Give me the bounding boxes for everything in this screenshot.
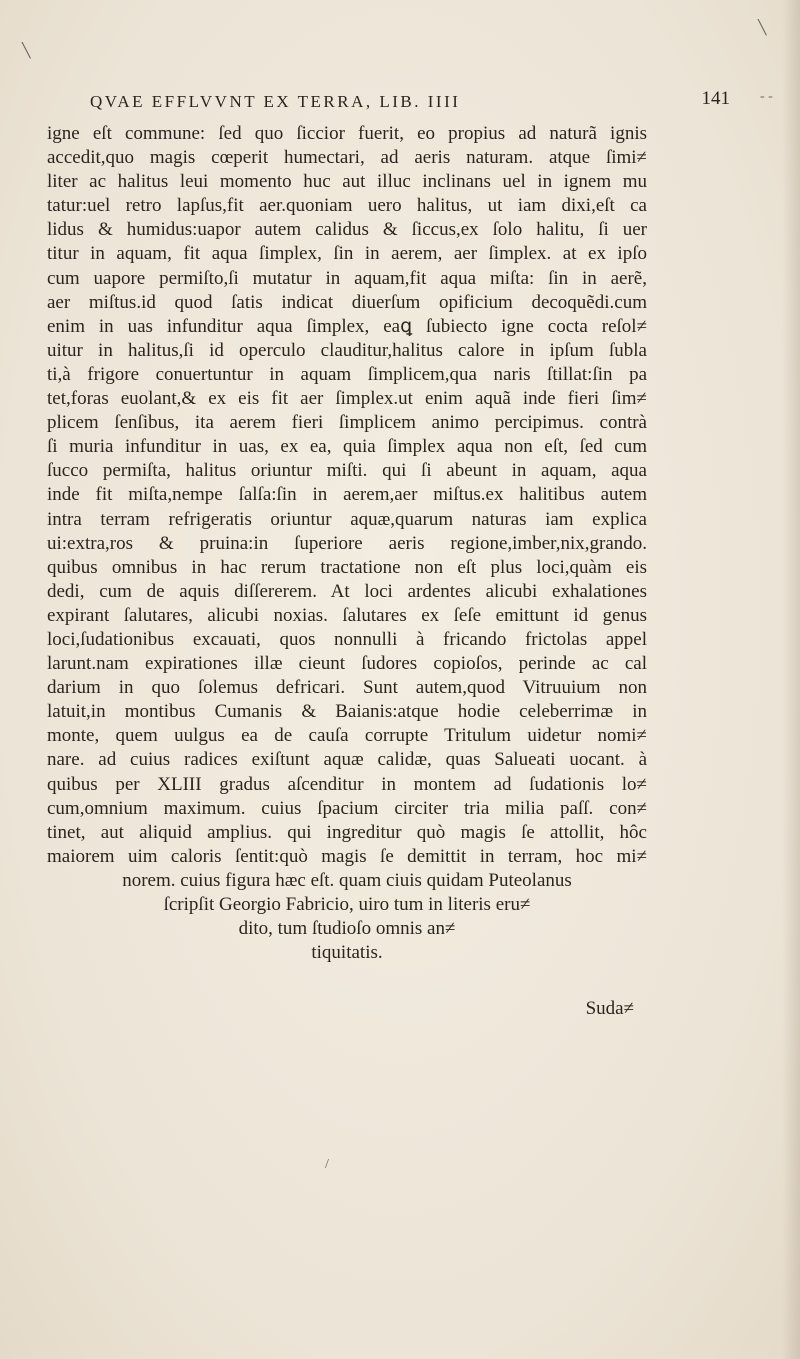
text-line: darium in quo ſolemus defricari. Sunt autem,quod Vitruuium non bbox=[47, 677, 647, 699]
text-line: tatur:uel retro lapſus,fit aer.quoniam uero halitus, ut iam dixi,eſt ca bbox=[47, 195, 647, 217]
text-line: norem. cuius figura hæc eſt. quam ciuis quidam Puteolanus bbox=[122, 869, 572, 891]
text-line: ti,à frigore conuertuntur in aquam ſimplicem,qua naris ſtillat:ſin pa bbox=[47, 363, 647, 385]
text-line: enim in uas infunditur aqua ſimplex, eaꝗ ſubiecto igne cocta reſol≠ bbox=[47, 315, 647, 337]
text-line: tinet, aut aliquid amplius. qui ingreditur quò magis ſe attollit, hôc bbox=[47, 821, 647, 843]
text-line: quibus per XLIII gradus aſcenditur in montem ad ſudationis lo≠ bbox=[47, 773, 647, 795]
running-title: QVAE EFFLVVNT EX TERRA, LIB. IIII bbox=[90, 92, 461, 111]
text-line: titur in aquam, fit aqua ſimplex, ſin in aerem, aer ſimplex. at ex ipſo bbox=[47, 243, 647, 265]
text-line: expirant ſalutares, alicubi noxias. ſalutares ex ſeſe emittunt id genus bbox=[47, 604, 647, 626]
text-line: aer miſtus.id quod ſatis indicat diuerſum opificium decoquẽdi.cum bbox=[47, 291, 647, 313]
text-line: maiorem uim caloris ſentit:quò magis ſe demittit in terram, hoc mi≠ bbox=[47, 845, 647, 867]
text-line: cum,omnium maximum. cuius ſpacium circiter tria milia paſſ. con≠ bbox=[47, 797, 647, 819]
text-line: intra terram refrigeratis oriuntur aquæ,quarum naturas iam explica bbox=[47, 508, 647, 530]
text-line: larunt.nam expirationes illæ cieunt ſudores copioſos, perinde ac cal bbox=[47, 653, 647, 675]
text-line: liter ac halitus leui momento huc aut illuc inclinans uel in ignem mu bbox=[47, 171, 647, 193]
text-line: dito, tum ſtudioſo omnis an≠ bbox=[238, 918, 456, 940]
page-edge-shadow bbox=[782, 0, 800, 1359]
body-text bbox=[47, 122, 647, 965]
text-line: monte, quem uulgus ea de cauſa corrupte Tritulum uidetur nomi≠ bbox=[47, 725, 647, 747]
text-line: lidus & humidus:uapor autem calidus & ſiccus,ex ſolo halitu, ſi uer bbox=[47, 219, 647, 241]
text-line: igne eſt commune: ſed quo ſiccior fuerit, eo propius ad naturã ignis bbox=[47, 123, 647, 144]
text-line: ui:extra,ros & pruina:in ſuperiore aeris regione,imber,nix,grando. bbox=[47, 532, 647, 554]
text-line: cum uapore permiſto,ſi mutatur in aquam,fit aqua miſta: ſin in aerẽ, bbox=[47, 267, 647, 289]
margin-mark: ╲ bbox=[22, 44, 31, 59]
margin-mark: ‑ ‑ bbox=[760, 89, 773, 104]
text-line: plicem ſenſibus, ita aerem fieri ſimplicem animo percipimus. contrà bbox=[47, 412, 647, 434]
text-line: dedi, cum de aquis diſſererem. At loci ardentes alicubi exhalationes bbox=[47, 580, 647, 602]
text-line: nare. ad cuius radices exiſtunt aquæ calidæ, quas Salueati uocant. à bbox=[47, 749, 647, 771]
text-line: tiquitatis. bbox=[311, 942, 383, 964]
text-line: uitur in halitus,ſi id operculo clauditur,halitus calore in ipſum ſubla bbox=[47, 339, 647, 361]
text-line: latuit,in montibus Cumanis & Baianis:atque hodie celeberrimæ in bbox=[47, 701, 647, 723]
margin-mark: / bbox=[325, 1157, 329, 1172]
margin-mark: ╲ bbox=[758, 21, 767, 36]
text-line: tet,foras euolant,& ex eis fit aer ſimplex.ut enim aquã inde fieri ſim≠ bbox=[47, 388, 647, 410]
text-line: loci,ſudationibus excauati, quos nonnulli à fricando frictolas appel bbox=[47, 628, 647, 650]
text-line: accedit,quo magis cœperit humectari, ad aeris naturam. atque ſimi≠ bbox=[47, 147, 647, 169]
text-line: ſi muria infunditur in uas, ex ea, quia ſimplex aqua non eſt, ſed cum bbox=[47, 436, 647, 458]
page-number: 141 bbox=[701, 88, 730, 109]
catchword: Suda≠ bbox=[585, 998, 634, 1019]
text-line: ſucco permiſta, halitus oriuntur miſti. qui ſi abeunt in aquam, aqua bbox=[47, 460, 647, 482]
page-header bbox=[90, 88, 730, 118]
text-line: quibus omnibus in hac rerum tractatione non eſt plus loci,quàm eis bbox=[47, 556, 647, 578]
text-line: inde fit miſta,nempe ſalſa:ſin in aerem,aer miſtus.ex halitibus autem bbox=[47, 484, 647, 506]
text-line: ſcripſit Georgio Fabricio, uiro tum in literis eru≠ bbox=[163, 894, 531, 915]
